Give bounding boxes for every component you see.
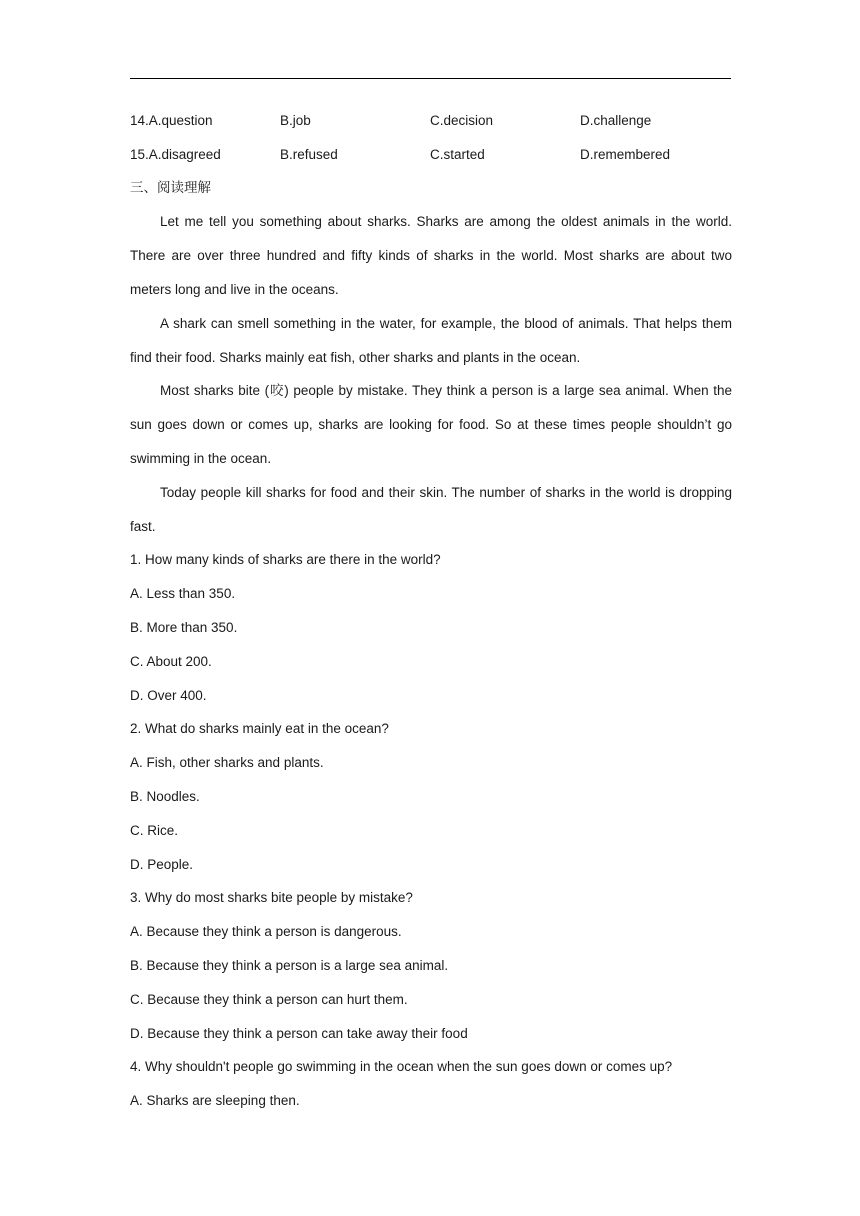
answer-option: A. Less than 350. (130, 586, 236, 602)
vocab-row (130, 104, 732, 138)
passage-paragraph: Let me tell you something about sharks. Sharks are among the oldest animals in the world. There are over three hundred and fifty kinds of sharks in the world. Most sharks are about two meters long and live in the oceans. (130, 214, 732, 297)
passage-paragraph: Most sharks bite (咬) people by mistake. They think a person is a large sea animal. When the sun goes down or comes up, sharks are looking for food. So at these times people shouldn’t go swimming in the ocean. (130, 383, 732, 466)
document-content (130, 104, 732, 1118)
vocab-option-b: B.job (280, 113, 311, 128)
answer-option: D. Because they think a person can take away their food (130, 1025, 468, 1041)
vocab-option-c: C.started (430, 146, 485, 162)
vocab-option-a: 14.A.question (130, 113, 213, 128)
vocab-option-c: C.decision (430, 113, 494, 128)
answer-option: B. More than 350. (130, 619, 238, 635)
section-title: 三、阅读理解 (130, 179, 211, 196)
answer-option: D. People. (130, 856, 194, 872)
question-text: 2. What do sharks mainly eat in the ocean? (130, 721, 389, 737)
passage-paragraph: Today people kill sharks for food and their skin. The number of sharks in the world is dropping fast. (130, 484, 732, 534)
question-text: 4. Why shouldn't people go swimming in the ocean when the sun goes down or comes up? (130, 1059, 673, 1075)
answer-option: B. Because they think a person is a large sea animal. (130, 957, 449, 973)
answer-option: D. Over 400. (130, 687, 207, 703)
vocab-option-b: B.refused (280, 146, 338, 162)
vocab-option-a: 15.A.disagreed (130, 146, 221, 162)
answer-option: A. Fish, other sharks and plants. (130, 755, 324, 771)
answer-option: C. Rice. (130, 822, 179, 838)
question-text: 3. Why do most sharks bite people by mistake? (130, 890, 413, 906)
passage-paragraph: A shark can smell something in the water, for example, the blood of animals. That helps them find their food. Sharks mainly eat fish, other sharks and plants in the ocean. (130, 315, 732, 365)
answer-option: C. Because they think a person can hurt them. (130, 991, 408, 1007)
vocab-row (130, 138, 732, 172)
answer-option: A. Because they think a person is dangerous. (130, 924, 402, 940)
answer-option: B. Noodles. (130, 788, 200, 804)
vocab-option-d: D.challenge (580, 113, 652, 128)
question-text: 1. How many kinds of sharks are there in the world? (130, 552, 441, 568)
answer-option: C. About 200. (130, 653, 212, 669)
vocab-option-d: D.remembered (580, 146, 671, 162)
header-rule (130, 78, 731, 79)
answer-option: A. Sharks are sleeping then. (130, 1093, 300, 1109)
